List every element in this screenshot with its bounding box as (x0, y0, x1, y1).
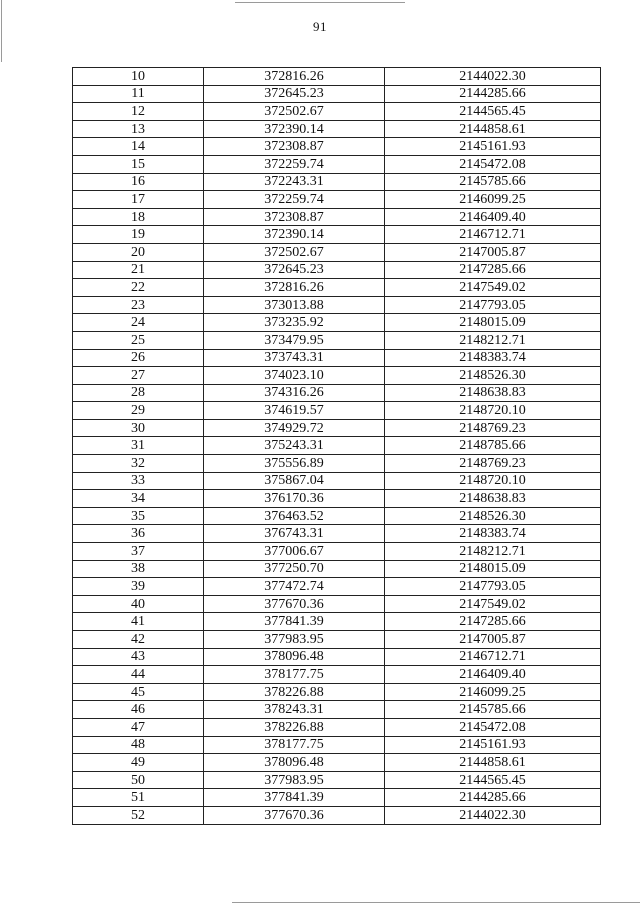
point-number-cell: 15 (73, 155, 204, 173)
x-coordinate-cell: 377670.36 (204, 595, 385, 613)
x-coordinate-cell: 374023.10 (204, 367, 385, 385)
table-row (73, 331, 601, 349)
y-coordinate-cell: 2145785.66 (385, 173, 601, 191)
x-coordinate-cell: 373235.92 (204, 314, 385, 332)
y-coordinate-cell: 2144285.66 (385, 789, 601, 807)
y-coordinate-cell: 2147005.87 (385, 631, 601, 649)
y-coordinate-cell: 2148638.83 (385, 384, 601, 402)
y-coordinate-cell: 2145161.93 (385, 736, 601, 754)
x-coordinate-cell: 372645.23 (204, 85, 385, 103)
x-coordinate-cell: 372308.87 (204, 138, 385, 156)
y-coordinate-cell: 2148526.30 (385, 507, 601, 525)
point-number-cell: 14 (73, 138, 204, 156)
point-number-cell: 30 (73, 419, 204, 437)
table-row (73, 279, 601, 297)
x-coordinate-cell: 376170.36 (204, 490, 385, 508)
table-row (73, 683, 601, 701)
y-coordinate-cell: 2147793.05 (385, 296, 601, 314)
table-row (73, 208, 601, 226)
point-number-cell: 21 (73, 261, 204, 279)
table-row (73, 103, 601, 121)
table-row (73, 543, 601, 561)
table-row (73, 736, 601, 754)
y-coordinate-cell: 2148638.83 (385, 490, 601, 508)
table-row (73, 455, 601, 473)
point-number-cell: 33 (73, 472, 204, 490)
x-coordinate-cell: 375243.31 (204, 437, 385, 455)
y-coordinate-cell: 2148212.71 (385, 543, 601, 561)
table-row (73, 85, 601, 103)
point-number-cell: 32 (73, 455, 204, 473)
x-coordinate-cell: 377983.95 (204, 771, 385, 789)
y-coordinate-cell: 2145472.08 (385, 718, 601, 736)
point-number-cell: 42 (73, 631, 204, 649)
point-number-cell: 48 (73, 736, 204, 754)
y-coordinate-cell: 2145472.08 (385, 155, 601, 173)
table-row (73, 560, 601, 578)
y-coordinate-cell: 2146712.71 (385, 226, 601, 244)
table-row (73, 437, 601, 455)
y-coordinate-cell: 2144565.45 (385, 103, 601, 121)
y-coordinate-cell: 2148015.09 (385, 314, 601, 332)
table-row (73, 595, 601, 613)
x-coordinate-cell: 372259.74 (204, 191, 385, 209)
point-number-cell: 37 (73, 543, 204, 561)
y-coordinate-cell: 2144285.66 (385, 85, 601, 103)
x-coordinate-cell: 374316.26 (204, 384, 385, 402)
table-row (73, 771, 601, 789)
x-coordinate-cell: 372816.26 (204, 279, 385, 297)
point-number-cell: 44 (73, 666, 204, 684)
coordinates-table (72, 67, 601, 825)
point-number-cell: 26 (73, 349, 204, 367)
point-number-cell: 43 (73, 648, 204, 666)
x-coordinate-cell: 372243.31 (204, 173, 385, 191)
x-coordinate-cell: 378177.75 (204, 736, 385, 754)
x-coordinate-cell: 375867.04 (204, 472, 385, 490)
y-coordinate-cell: 2147549.02 (385, 279, 601, 297)
point-number-cell: 11 (73, 85, 204, 103)
table-row (73, 261, 601, 279)
point-number-cell: 16 (73, 173, 204, 191)
table-row (73, 68, 601, 86)
y-coordinate-cell: 2147005.87 (385, 243, 601, 261)
point-number-cell: 38 (73, 560, 204, 578)
point-number-cell: 29 (73, 402, 204, 420)
table-row (73, 191, 601, 209)
x-coordinate-cell: 376743.31 (204, 525, 385, 543)
y-coordinate-cell: 2144858.61 (385, 120, 601, 138)
y-coordinate-cell: 2146099.25 (385, 683, 601, 701)
x-coordinate-cell: 372816.26 (204, 68, 385, 86)
table-row (73, 666, 601, 684)
x-coordinate-cell: 372390.14 (204, 120, 385, 138)
table-row (73, 384, 601, 402)
scan-edge-bottom (232, 902, 640, 903)
table-row (73, 754, 601, 772)
point-number-cell: 41 (73, 613, 204, 631)
y-coordinate-cell: 2147793.05 (385, 578, 601, 596)
table-row (73, 138, 601, 156)
y-coordinate-cell: 2146712.71 (385, 648, 601, 666)
point-number-cell: 34 (73, 490, 204, 508)
point-number-cell: 47 (73, 718, 204, 736)
x-coordinate-cell: 377841.39 (204, 613, 385, 631)
point-number-cell: 19 (73, 226, 204, 244)
table-row (73, 806, 601, 824)
point-number-cell: 24 (73, 314, 204, 332)
x-coordinate-cell: 374929.72 (204, 419, 385, 437)
x-coordinate-cell: 377983.95 (204, 631, 385, 649)
point-number-cell: 36 (73, 525, 204, 543)
y-coordinate-cell: 2148383.74 (385, 525, 601, 543)
x-coordinate-cell: 373743.31 (204, 349, 385, 367)
coordinates-table-body (73, 68, 601, 825)
y-coordinate-cell: 2146099.25 (385, 191, 601, 209)
y-coordinate-cell: 2148212.71 (385, 331, 601, 349)
x-coordinate-cell: 375556.89 (204, 455, 385, 473)
point-number-cell: 49 (73, 754, 204, 772)
point-number-cell: 13 (73, 120, 204, 138)
point-number-cell: 45 (73, 683, 204, 701)
point-number-cell: 22 (73, 279, 204, 297)
table-row (73, 120, 601, 138)
x-coordinate-cell: 377006.67 (204, 543, 385, 561)
table-row (73, 402, 601, 420)
table-row (73, 648, 601, 666)
x-coordinate-cell: 378226.88 (204, 683, 385, 701)
table-row (73, 490, 601, 508)
table-row (73, 173, 601, 191)
table-row (73, 419, 601, 437)
point-number-cell: 20 (73, 243, 204, 261)
x-coordinate-cell: 377472.74 (204, 578, 385, 596)
x-coordinate-cell: 377841.39 (204, 789, 385, 807)
x-coordinate-cell: 372502.67 (204, 103, 385, 121)
x-coordinate-cell: 373479.95 (204, 331, 385, 349)
x-coordinate-cell: 372502.67 (204, 243, 385, 261)
y-coordinate-cell: 2148015.09 (385, 560, 601, 578)
table-row (73, 789, 601, 807)
x-coordinate-cell: 373013.88 (204, 296, 385, 314)
table-row (73, 578, 601, 596)
y-coordinate-cell: 2145161.93 (385, 138, 601, 156)
x-coordinate-cell: 378177.75 (204, 666, 385, 684)
point-number-cell: 18 (73, 208, 204, 226)
point-number-cell: 17 (73, 191, 204, 209)
table-row (73, 472, 601, 490)
y-coordinate-cell: 2148720.10 (385, 402, 601, 420)
y-coordinate-cell: 2148526.30 (385, 367, 601, 385)
table-row (73, 314, 601, 332)
scan-edge-top (235, 2, 405, 3)
table-row (73, 525, 601, 543)
x-coordinate-cell: 378226.88 (204, 718, 385, 736)
y-coordinate-cell: 2147285.66 (385, 261, 601, 279)
page-number: 91 (313, 19, 327, 34)
table-row (73, 701, 601, 719)
table-row (73, 349, 601, 367)
y-coordinate-cell: 2148785.66 (385, 437, 601, 455)
point-number-cell: 31 (73, 437, 204, 455)
table-row (73, 718, 601, 736)
x-coordinate-cell: 378096.48 (204, 754, 385, 772)
point-number-cell: 39 (73, 578, 204, 596)
table-row (73, 243, 601, 261)
x-coordinate-cell: 374619.57 (204, 402, 385, 420)
y-coordinate-cell: 2147549.02 (385, 595, 601, 613)
table-row (73, 613, 601, 631)
point-number-cell: 35 (73, 507, 204, 525)
y-coordinate-cell: 2146409.40 (385, 208, 601, 226)
x-coordinate-cell: 372645.23 (204, 261, 385, 279)
y-coordinate-cell: 2148720.10 (385, 472, 601, 490)
y-coordinate-cell: 2148769.23 (385, 455, 601, 473)
point-number-cell: 28 (73, 384, 204, 402)
point-number-cell: 46 (73, 701, 204, 719)
point-number-cell: 12 (73, 103, 204, 121)
point-number-cell: 40 (73, 595, 204, 613)
x-coordinate-cell: 372390.14 (204, 226, 385, 244)
point-number-cell: 50 (73, 771, 204, 789)
table-row (73, 507, 601, 525)
table-row (73, 367, 601, 385)
y-coordinate-cell: 2144022.30 (385, 806, 601, 824)
x-coordinate-cell: 372308.87 (204, 208, 385, 226)
y-coordinate-cell: 2147285.66 (385, 613, 601, 631)
point-number-cell: 51 (73, 789, 204, 807)
x-coordinate-cell: 377670.36 (204, 806, 385, 824)
point-number-cell: 23 (73, 296, 204, 314)
x-coordinate-cell: 376463.52 (204, 507, 385, 525)
y-coordinate-cell: 2148383.74 (385, 349, 601, 367)
point-number-cell: 52 (73, 806, 204, 824)
point-number-cell: 25 (73, 331, 204, 349)
x-coordinate-cell: 377250.70 (204, 560, 385, 578)
y-coordinate-cell: 2144565.45 (385, 771, 601, 789)
table-row (73, 296, 601, 314)
x-coordinate-cell: 378243.31 (204, 701, 385, 719)
y-coordinate-cell: 2145785.66 (385, 701, 601, 719)
y-coordinate-cell: 2144858.61 (385, 754, 601, 772)
y-coordinate-cell: 2146409.40 (385, 666, 601, 684)
table-row (73, 226, 601, 244)
point-number-cell: 10 (73, 68, 204, 86)
point-number-cell: 27 (73, 367, 204, 385)
x-coordinate-cell: 372259.74 (204, 155, 385, 173)
x-coordinate-cell: 378096.48 (204, 648, 385, 666)
table-row (73, 155, 601, 173)
y-coordinate-cell: 2144022.30 (385, 68, 601, 86)
y-coordinate-cell: 2148769.23 (385, 419, 601, 437)
table-row (73, 631, 601, 649)
